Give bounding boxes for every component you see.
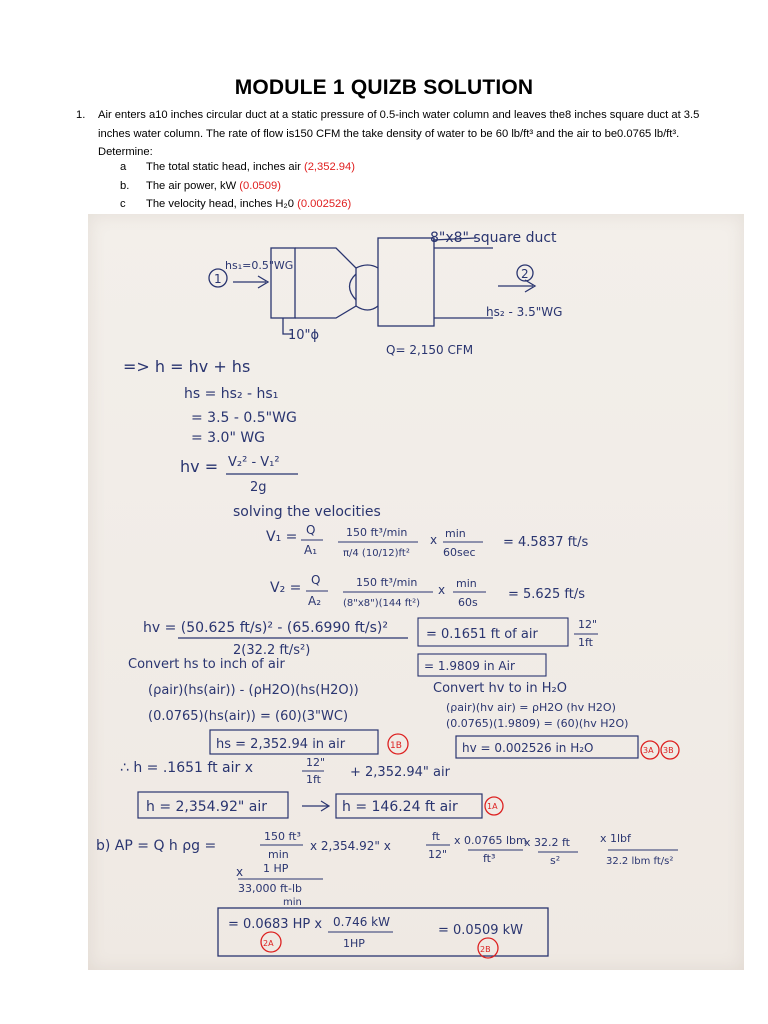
v1-result: = 4.5837 ft/s bbox=[503, 535, 589, 550]
total-head-12in: 12" bbox=[306, 756, 326, 769]
part-b bbox=[120, 177, 355, 196]
part-a bbox=[120, 158, 355, 177]
problem-number: 1. bbox=[76, 109, 86, 121]
hs-answer: hs = 2,352.94 in air bbox=[216, 737, 346, 752]
problem-text bbox=[98, 106, 736, 162]
point-1-label: 1 bbox=[214, 272, 222, 286]
v2-min: min bbox=[456, 577, 477, 590]
convert-hv-label: Convert hv to in H₂O bbox=[433, 681, 567, 696]
hs2-label: hs₂ - 3.5"WG bbox=[486, 305, 563, 319]
v2-q: Q bbox=[311, 573, 321, 587]
total-head-inches: h = 2,354.92" air bbox=[146, 799, 267, 815]
air-power-ftlb: 33,000 ft-lb bbox=[238, 882, 302, 895]
part-answer: (0.002526) bbox=[297, 198, 352, 211]
air-power-density: x 0.0765 lbm bbox=[454, 834, 527, 847]
convert-hv-eq: (ρair)(hv air) = ρH2O (hv H2O) bbox=[446, 701, 616, 714]
air-power-min2: min bbox=[283, 897, 302, 908]
v2-sec: 60s bbox=[458, 596, 478, 609]
part-letter: b. bbox=[120, 179, 130, 192]
final-kw-den: 1HP bbox=[343, 937, 365, 950]
handwritten-solution-photo bbox=[88, 214, 744, 970]
outlet-arrow bbox=[498, 280, 535, 292]
marker-1a: 1A bbox=[487, 802, 498, 811]
duct-diagram bbox=[209, 238, 535, 334]
hv-numerator: hv = (50.625 ft/s)² - (65.6990 ft/s)² bbox=[143, 620, 388, 636]
v1-area: π/4 (10/12)ft² bbox=[343, 548, 410, 559]
hv-denominator: 2(32.2 ft/s²) bbox=[233, 643, 311, 658]
point-2-label: 2 bbox=[521, 267, 529, 281]
air-power-lbf: x 1lbf bbox=[600, 832, 631, 845]
convert-hs-values: (0.0765)(hs(air)) = (60)(3"WC) bbox=[148, 709, 349, 724]
marker-2a: 2A bbox=[263, 939, 274, 948]
final-kw-num: 0.746 kW bbox=[333, 915, 390, 929]
convert-hs-label: Convert hs to inch of air bbox=[128, 657, 285, 672]
hv-answer: hv = 0.002526 in H₂O bbox=[462, 741, 594, 755]
duct-extension bbox=[434, 248, 493, 318]
eq-static-head: hs = hs₂ - hs₁ bbox=[184, 386, 279, 402]
duct-fan bbox=[350, 265, 379, 310]
convert-hv-values: (0.0765)(1.9809) = (60)(hv H2O) bbox=[446, 717, 629, 730]
part-letter: a bbox=[120, 161, 127, 173]
part-text: The air power, kW bbox=[146, 179, 237, 192]
v2-flow: 150 ft³/min bbox=[356, 576, 418, 589]
diameter-label: 10"ϕ bbox=[288, 328, 320, 343]
total-head-1ft: 1ft bbox=[306, 773, 321, 786]
times-sign: x bbox=[438, 583, 446, 597]
marker-3b: 3B bbox=[663, 746, 674, 755]
eq-total-head: => h = hv + hs bbox=[123, 357, 251, 376]
hv-result: = 0.1651 ft of air bbox=[426, 627, 538, 642]
total-head-eq: ∴ h = .1651 ft air x bbox=[120, 760, 253, 776]
final-kw: = 0.0509 kW bbox=[438, 923, 524, 938]
part-c bbox=[120, 195, 355, 214]
part-answer: (0.0509) bbox=[239, 179, 281, 192]
air-power-g: x 32.2 ft bbox=[524, 836, 570, 849]
air-power-head: x 2,354.92" x bbox=[310, 839, 391, 853]
v1-min: min bbox=[445, 527, 466, 540]
v2-result: = 5.625 ft/s bbox=[508, 587, 585, 602]
v1-q: Q bbox=[306, 523, 316, 537]
part-text: The total static head, inches air bbox=[146, 161, 301, 173]
air-power-min: min bbox=[268, 848, 289, 861]
v2-area: (8"x8")(144 ft²) bbox=[343, 598, 420, 609]
part-text: The velocity head, inches H₂0 bbox=[146, 198, 294, 211]
problem-parts bbox=[120, 158, 355, 214]
total-head-plus: + 2,352.94" air bbox=[350, 765, 450, 780]
eq-static-values: = 3.5 - 0.5"WG bbox=[191, 410, 297, 426]
times-sign: x bbox=[430, 533, 438, 547]
air-power-eq: b) AP = Q h ρg = bbox=[96, 838, 217, 854]
hv-1ft: 1ft bbox=[578, 636, 593, 649]
marker-1b: 1B bbox=[390, 741, 402, 751]
problem-statement bbox=[76, 106, 736, 162]
eq-velocity-num: V₂² - V₁² bbox=[228, 455, 280, 470]
v2-lhs: V₂ = bbox=[270, 580, 302, 596]
eq-velocity-head: hv = bbox=[180, 457, 219, 476]
eq-static-result: = 3.0" WG bbox=[191, 430, 266, 446]
flow-label: Q= 2,150 CFM bbox=[386, 343, 474, 357]
v1-sec: 60sec bbox=[443, 546, 476, 559]
part-answer: (2,352.94) bbox=[303, 161, 355, 173]
inlet-arrow bbox=[233, 276, 268, 288]
problem-line-2: inches water column. The rate of flow is150 CFM the take density of water to be 60 lb/ft³ and the air to be0.0765 lb/ft³. bbox=[98, 127, 680, 140]
handwritten-solution bbox=[88, 214, 744, 970]
v1-flow: 150 ft³/min bbox=[346, 526, 408, 539]
air-power-hp: 1 HP bbox=[263, 862, 289, 875]
air-power-flow: 150 ft³ bbox=[264, 830, 301, 843]
duct-transition bbox=[295, 248, 356, 318]
air-power-ft: ft bbox=[432, 830, 440, 843]
duct-outlet bbox=[378, 238, 434, 326]
air-power-gc: 32.2 lbm ft/s² bbox=[606, 856, 674, 867]
arrow-icon bbox=[302, 801, 329, 811]
square-duct-label: 8"x8" square duct bbox=[430, 230, 557, 246]
air-power-ft3: ft³ bbox=[483, 852, 496, 865]
air-power-12in: 12" bbox=[428, 848, 448, 861]
v2-a: A₂ bbox=[308, 594, 322, 608]
final-hp: = 0.0683 HP x bbox=[228, 917, 323, 932]
document-title: MODULE 1 QUIZB SOLUTION bbox=[234, 76, 534, 99]
hv-12in: 12" bbox=[578, 618, 598, 631]
marker-2b: 2B bbox=[480, 945, 491, 954]
hs1-label: hs₁=0.5"WG bbox=[225, 259, 294, 272]
air-power-s2: s² bbox=[550, 854, 561, 867]
problem-line-1: Air enters a10 inches circular duct at a static pressure of 0.5-inch water column and leaves the8 inches square duct at 3.5 bbox=[98, 109, 700, 121]
hv-inch-result: = 1.9809 in Air bbox=[424, 659, 515, 673]
eq-velocity-den: 2g bbox=[250, 480, 267, 495]
part-letter: c bbox=[120, 198, 126, 211]
v1-a: A₁ bbox=[304, 543, 318, 557]
problem-line-3: Determine: bbox=[98, 146, 153, 158]
marker-3a: 3A bbox=[643, 746, 654, 755]
total-head-feet: h = 146.24 ft air bbox=[342, 799, 458, 815]
convert-hs-eq: (ρair)(hs(air)) - (ρH2O)(hs(H2O)) bbox=[148, 683, 359, 698]
times-sign: x bbox=[236, 865, 244, 879]
solving-velocities: solving the velocities bbox=[233, 504, 381, 520]
v1-lhs: V₁ = bbox=[266, 529, 298, 545]
